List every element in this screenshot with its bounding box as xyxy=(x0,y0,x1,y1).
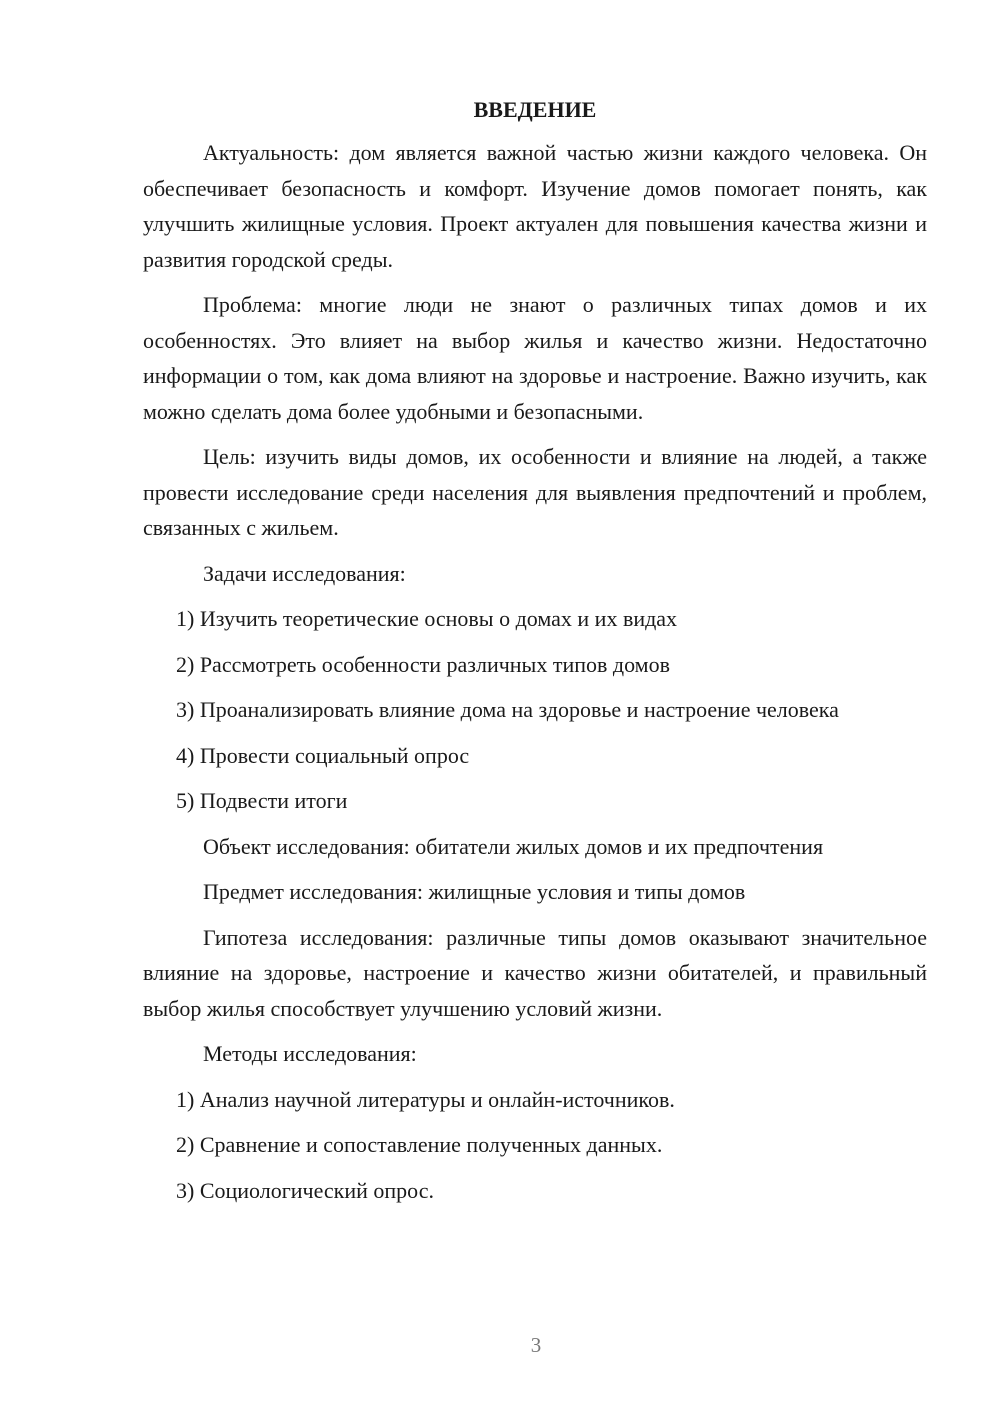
goal-paragraph: Цель: изучить виды домов, их особенности и влияние на людей, а также провести исследование среди населения для выявления предпочтений и проблем, связанных с жильем. xyxy=(143,444,927,540)
list-item: 1) Изучить теоретические основы о домах и их видах xyxy=(176,606,678,631)
page-number: 3 xyxy=(530,1333,542,1357)
research-subject: Предмет исследования: жилищные условия и типы домов xyxy=(203,879,746,904)
methods-list xyxy=(143,1082,927,1209)
section-title: ВВЕДЕНИЕ xyxy=(473,97,597,122)
list-item: 2) Сравнение и сопоставление полученных данных. xyxy=(176,1132,663,1157)
tasks-list xyxy=(143,601,927,819)
list-item: 4) Провести социальный опрос xyxy=(176,742,470,768)
methods-heading: Методы исследования: xyxy=(203,1041,417,1066)
list-item: 1) Анализ научной литературы и онлайн-источников. xyxy=(176,1086,675,1112)
research-object: Объект исследования: обитатели жилых домов и их предпочтения xyxy=(203,833,824,859)
hypothesis-paragraph: Гипотеза исследования: различные типы домов оказывают значительное влияние на здоровье, настроение и качество жизни обитателей, и правильный выбор жилья способствует улучшению условий жизни. xyxy=(143,924,927,1021)
problem-paragraph: Проблема: многие люди не знают о различных типах домов и их особенностях. Это влияет на выбор жилья и качество жизни. Недостаточно информации о том, как дома влияют на здоровье и настроение. Важно изучить, как можно сделать дома более удобными и безопасными. xyxy=(143,292,927,424)
tasks-heading: Задачи исследования: xyxy=(203,560,406,586)
list-item: 3) Социологический опрос. xyxy=(176,1177,434,1203)
list-item: 2) Рассмотреть особенности различных типов домов xyxy=(176,651,670,677)
list-item: 3) Проанализировать влияние дома на здоровье и настроение человека xyxy=(176,697,839,722)
list-item: 5) Подвести итоги xyxy=(176,788,348,813)
relevance-paragraph: Актуальность: дом является важной частью жизни каждого человека. Он обеспечивает безопасность и комфорт. Изучение домов помогает понять, как улучшить жилищные условия. Проект актуален для повышения качества жизни и развития городской среды. xyxy=(143,140,927,272)
page-content xyxy=(143,92,927,1218)
